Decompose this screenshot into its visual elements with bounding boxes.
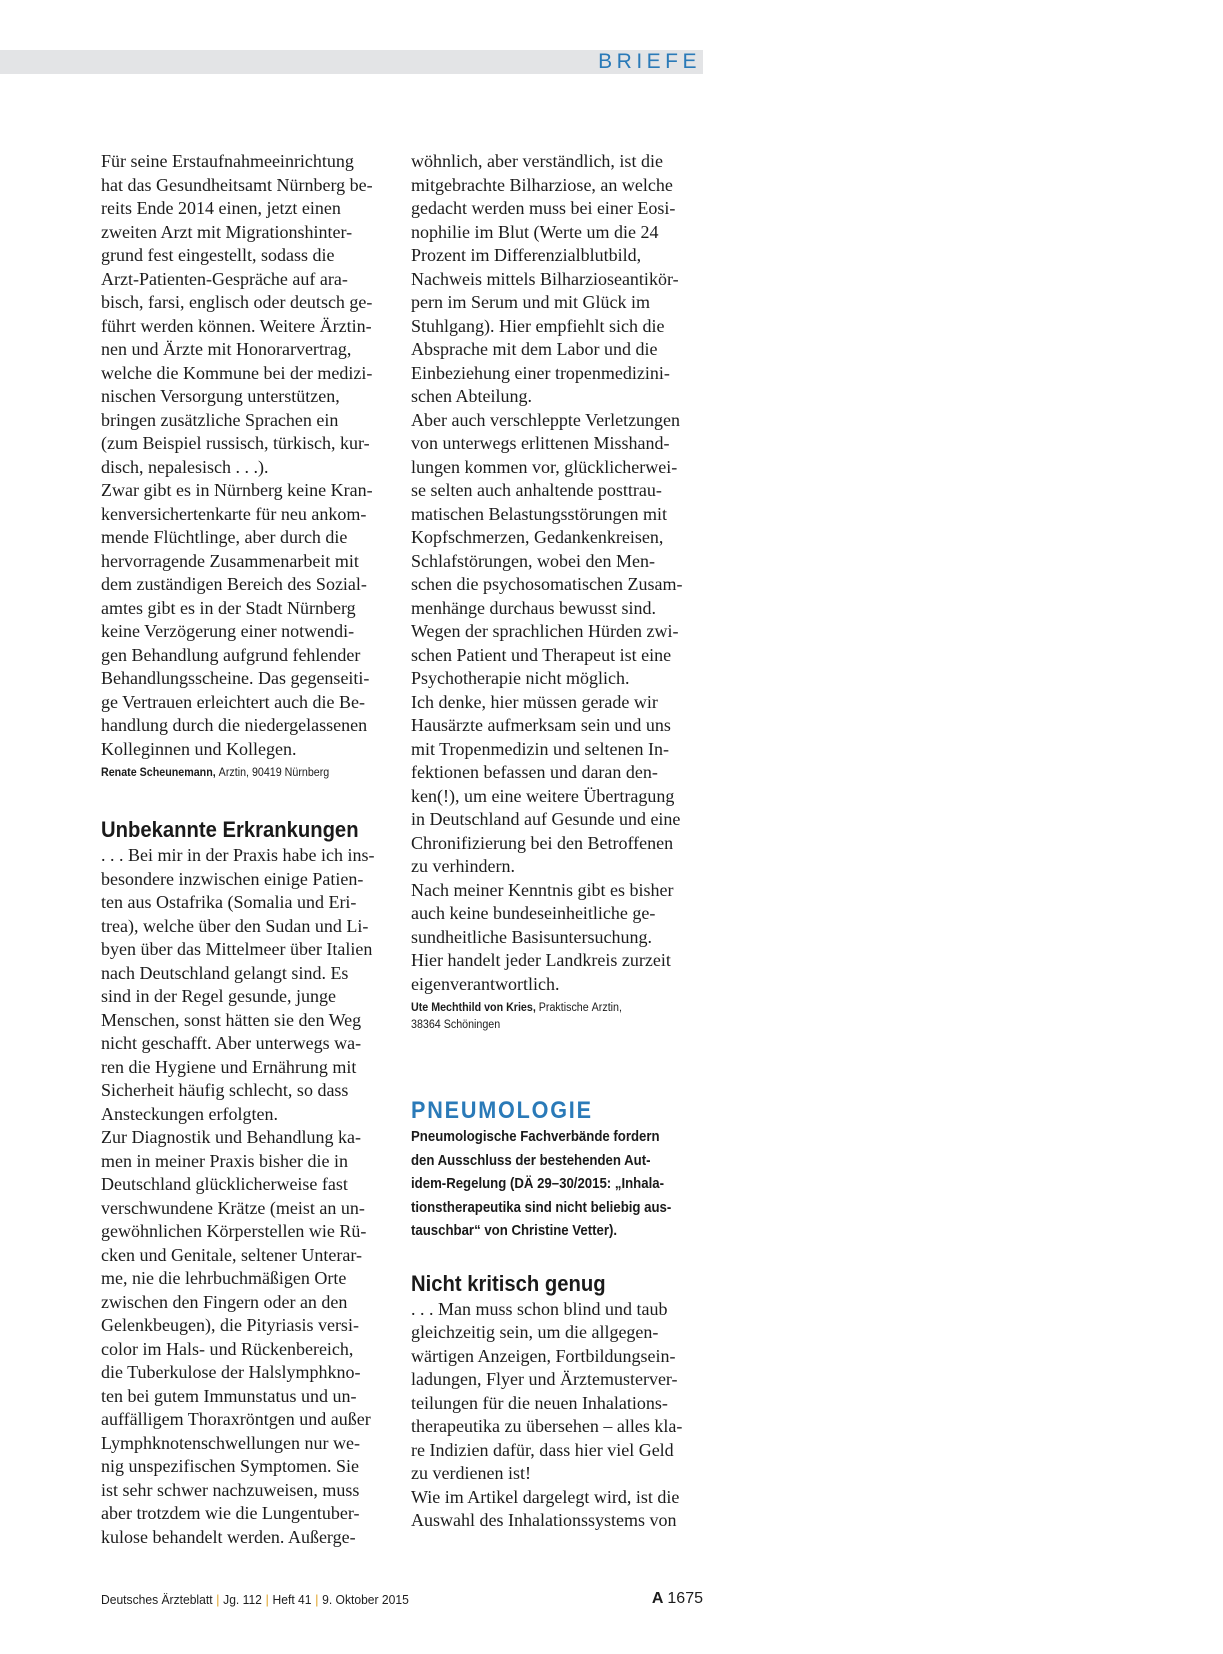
text-line: therapeutika zu übersehen – alles kla- bbox=[411, 1416, 683, 1436]
issue: Heft 41 bbox=[272, 1592, 312, 1607]
text-line: Ich denke, hier müssen gerade wir bbox=[411, 691, 658, 712]
text-line: gewöhnlichen Körperstellen wie Rü- bbox=[101, 1221, 367, 1241]
text-line: tauschbar“ von Christine Vetter). bbox=[411, 1223, 618, 1239]
text-line: Einbeziehung einer tropenmedizini- bbox=[411, 362, 670, 383]
right-column bbox=[411, 150, 707, 1533]
text-line: nicht geschafft. Aber unterwegs wa- bbox=[101, 1033, 362, 1053]
text-line: cken und Genitale, seltener Unterar- bbox=[101, 1244, 363, 1265]
text-line: nach Deutschland gelangt sind. Es bbox=[101, 962, 349, 983]
text-line: amtes gibt es in der Stadt Nürnberg bbox=[101, 597, 356, 618]
text-line: gen Behandlung aufgrund fehlender bbox=[101, 644, 361, 665]
text-line: schen die psychosomatischen Zusam- bbox=[411, 574, 683, 594]
text-line: menhänge durchaus bewusst sind. bbox=[411, 597, 656, 618]
text-line: ge Vertrauen erleichtert auch die Be- bbox=[101, 691, 366, 712]
text-line: wärtigen Anzeigen, Fortbildungsein- bbox=[411, 1345, 676, 1366]
text-line: Prozent im Differenzialblutbild, bbox=[411, 245, 642, 265]
text-line: bisch, farsi, englisch oder deutsch ge- bbox=[101, 292, 373, 312]
text-line: Für seine Erstaufnahmeeinrichtung bbox=[101, 151, 354, 171]
text-line: die Tuberkulose der Halslymphkno- bbox=[101, 1362, 361, 1382]
text-line: tionstherapeutika sind nicht beliebig aus- bbox=[411, 1199, 672, 1216]
text-line: aber trotzdem wie die Lungentuber- bbox=[101, 1503, 360, 1523]
text-line: Hausärzte aufmerksam sein und uns bbox=[411, 715, 671, 735]
letter-signature bbox=[101, 765, 374, 782]
rubric-lead bbox=[411, 1126, 707, 1244]
text-line: ten aus Ostafrika (Somalia und Eri- bbox=[101, 892, 357, 912]
text-line: Stuhlgang). Hier empfiehlt sich die bbox=[411, 315, 665, 336]
text-line: von unterwegs erlittenen Misshand- bbox=[411, 433, 670, 453]
text-line: fektionen befassen und daran den- bbox=[411, 762, 658, 782]
letter-body bbox=[101, 150, 395, 761]
text-line: Zwar gibt es in Nürnberg keine Kran- bbox=[101, 480, 373, 500]
text-line: Lymphknotenschwellungen nur we- bbox=[101, 1432, 360, 1453]
page-number bbox=[652, 1590, 703, 1608]
text-line: bringen zusätzliche Sprachen ein bbox=[101, 409, 339, 430]
text-line: me, nie die lehrbuchmäßigen Orte bbox=[101, 1268, 347, 1288]
text-line: besondere inzwischen einige Patien- bbox=[101, 868, 364, 889]
text-line: kulose behandelt werden. Außerge- bbox=[101, 1526, 356, 1547]
text-line: nen und Ärzte mit Honorarvertrag, bbox=[101, 339, 352, 359]
text-line: Pneumologische Fachverbände fordern bbox=[411, 1129, 660, 1145]
text-line: ken(!), um eine weitere Übertragung bbox=[411, 785, 675, 806]
signature-details: Praktische Ärztin, bbox=[535, 1002, 622, 1014]
text-line: matischen Belastungsstörungen mit bbox=[411, 503, 667, 524]
text-line: schen Patient und Therapeut ist eine bbox=[411, 644, 672, 665]
text-line: handlung durch die niedergelassenen bbox=[101, 715, 368, 735]
text-line: Aber auch verschleppte Verletzungen bbox=[411, 409, 681, 430]
text-line: mende Flüchtlinge, aber durch die bbox=[101, 527, 348, 547]
page-number-value: 1675 bbox=[667, 1590, 703, 1607]
text-line: Schlafstörungen, wobei den Men- bbox=[411, 550, 655, 571]
text-line: ladungen, Flyer und Ärztemusterver- bbox=[411, 1369, 678, 1389]
text-line: Hier handelt jeder Landkreis zurzeit bbox=[411, 950, 671, 970]
signature-address: 38364 Schöningen bbox=[411, 1019, 501, 1031]
text-line: Chronifizierung bei den Betroffenen bbox=[411, 832, 674, 853]
footer-separator: | bbox=[216, 1592, 220, 1607]
left-column bbox=[101, 150, 395, 1549]
text-line: Sicherheit häufig schlecht, so dass bbox=[101, 1080, 349, 1100]
text-line: auffälligem Thoraxröntgen und außer bbox=[101, 1409, 371, 1429]
text-line: (zum Beispiel russisch, türkisch, kur- bbox=[101, 433, 370, 453]
text-line: Ansteckungen erfolgten. bbox=[101, 1103, 278, 1124]
text-line: Kopfschmerzen, Gedankenkreisen, bbox=[411, 527, 664, 547]
text-line: kenversichertenkarte für neu ankom- bbox=[101, 503, 367, 524]
text-line: nophilie im Blut (Werte um die 24 bbox=[411, 221, 659, 242]
text-line: zwischen den Fingern oder an den bbox=[101, 1291, 348, 1312]
text-line: re Indizien dafür, dass hier viel Geld bbox=[411, 1439, 674, 1460]
text-line: . . . Man muss schon blind und taub bbox=[411, 1298, 668, 1319]
text-line: disch, nepalesisch . . .). bbox=[101, 456, 269, 477]
text-line: Arzt-Patienten-Gespräche auf ara- bbox=[101, 268, 348, 289]
letter-body bbox=[411, 150, 707, 996]
text-line: mitgebrachte Bilharziose, an welche bbox=[411, 174, 673, 195]
text-line: Nach meiner Kenntnis gibt es bisher bbox=[411, 879, 674, 900]
text-line: Zur Diagnostik und Behandlung ka- bbox=[101, 1127, 361, 1147]
text-line: reits Ende 2014 einen, jetzt einen bbox=[101, 198, 341, 218]
text-line: hervorragende Zusammenarbeit mit bbox=[101, 550, 359, 571]
signature-name: Ute Mechthild von Kries, bbox=[411, 1002, 536, 1014]
text-line: Kolleginnen und Kollegen. bbox=[101, 738, 297, 759]
text-line: auch keine bundeseinheitliche ge- bbox=[411, 903, 656, 923]
text-line: gedacht werden muss bei einer Eosi- bbox=[411, 198, 676, 218]
text-line: nig unspezifischen Symptomen. Sie bbox=[101, 1456, 359, 1476]
page-footer bbox=[101, 1590, 703, 1612]
footer-separator: | bbox=[265, 1592, 269, 1607]
issue-date: 9. Oktober 2015 bbox=[322, 1592, 409, 1607]
text-line: Wegen der sprachlichen Hürden zwi- bbox=[411, 621, 679, 641]
signature-name: Renate Scheunemann, bbox=[101, 767, 216, 779]
text-line: pern im Serum und mit Glück im bbox=[411, 292, 650, 312]
header-band bbox=[0, 50, 703, 74]
text-line: zweiten Arzt mit Migrationshinter- bbox=[101, 221, 353, 242]
text-line: hat das Gesundheitsamt Nürnberg be- bbox=[101, 174, 373, 195]
text-line: byen über das Mittelmeer über Italien bbox=[101, 939, 373, 959]
text-line: grund fest eingestellt, sodass die bbox=[101, 245, 335, 265]
text-line: men in meiner Praxis bisher die in bbox=[101, 1150, 348, 1171]
text-line: trea), welche über den Sudan und Li- bbox=[101, 915, 369, 936]
text-line: dem zuständigen Bereich des Sozial- bbox=[101, 574, 367, 594]
text-line: führt werden können. Weitere Ärztin- bbox=[101, 315, 372, 336]
text-line: . . . Bei mir in der Praxis habe ich ins- bbox=[101, 845, 375, 865]
text-line: ren die Hygiene und Ernährung mit bbox=[101, 1056, 357, 1077]
text-line: ten bei gutem Immunstatus und un- bbox=[101, 1385, 357, 1406]
text-line: nischen Versorgung unterstützen, bbox=[101, 386, 340, 406]
text-line: wöhnlich, aber verständlich, ist die bbox=[411, 151, 663, 171]
text-line: se selten auch anhaltende posttrau- bbox=[411, 480, 662, 500]
text-line: sundheitliche Basisuntersuchung. bbox=[411, 926, 652, 947]
text-line: Psychotherapie nicht möglich. bbox=[411, 668, 630, 688]
text-line: Wie im Artikel dargelegt wird, ist die bbox=[411, 1486, 680, 1507]
letter-body bbox=[411, 1298, 707, 1533]
text-line: Nachweis mittels Bilharzioseantikör- bbox=[411, 268, 679, 289]
text-line: Deutschland glücklicherweise fast bbox=[101, 1174, 348, 1194]
text-line: lungen kommen vor, glücklicherwei- bbox=[411, 456, 678, 477]
text-line: Absprache mit dem Labor und die bbox=[411, 339, 658, 359]
journal-name: Deutsches Ärzteblatt bbox=[101, 1592, 213, 1607]
text-line: color im Hals- und Rückenbereich, bbox=[101, 1338, 354, 1359]
text-line: gleichzeitig sein, um die allgegen- bbox=[411, 1322, 659, 1342]
text-line: zu verdienen ist! bbox=[411, 1463, 531, 1483]
text-line: Auswahl des Inhalationssystems von bbox=[411, 1510, 677, 1530]
text-line: teilungen für die neuen Inhalations- bbox=[411, 1392, 668, 1413]
signature-details: Ärztin, 90419 Nürnberg bbox=[215, 767, 330, 779]
text-line: in Deutschland auf Gesunde und eine bbox=[411, 809, 681, 829]
letter-heading: Unbekannte Erkrankungen bbox=[101, 817, 359, 842]
letter-body bbox=[101, 844, 395, 1549]
text-line: sind in der Regel gesunde, junge bbox=[101, 986, 336, 1006]
footer-separator: | bbox=[315, 1592, 319, 1607]
text-line: mit Tropenmedizin und seltenen In- bbox=[411, 738, 669, 759]
text-line: zu verhindern. bbox=[411, 856, 515, 876]
text-line: eigenverantwortlich. bbox=[411, 973, 560, 994]
text-line: keine Verzögerung einer notwendi- bbox=[101, 621, 355, 641]
text-line: verschwundene Krätze (meist an un- bbox=[101, 1197, 365, 1218]
text-line: Gelenkbeugen), die Pityriasis versi- bbox=[101, 1315, 359, 1335]
letter-signature bbox=[411, 1000, 686, 1034]
letter-heading: Nicht kritisch genug bbox=[411, 1270, 606, 1296]
text-line: Behandlungsscheine. Das gegenseiti- bbox=[101, 668, 370, 688]
rubric-title: PNEUMOLOGIE bbox=[411, 1097, 593, 1124]
text-line: idem-Regelung (DÄ 29–30/2015: „Inhala- bbox=[411, 1176, 664, 1192]
text-line: ist sehr schwer nachzuweisen, muss bbox=[101, 1479, 360, 1500]
text-line: welche die Kommune bei der medizi- bbox=[101, 362, 373, 383]
volume: Jg. 112 bbox=[223, 1592, 262, 1607]
text-line: den Ausschluss der bestehenden Aut- bbox=[411, 1152, 651, 1169]
text-line: Menschen, sonst hätten sie den Weg bbox=[101, 1009, 362, 1030]
section-title: BRIEFE bbox=[598, 50, 701, 73]
page-prefix: A bbox=[651, 1590, 664, 1607]
text-line: schen Abteilung. bbox=[411, 386, 532, 406]
